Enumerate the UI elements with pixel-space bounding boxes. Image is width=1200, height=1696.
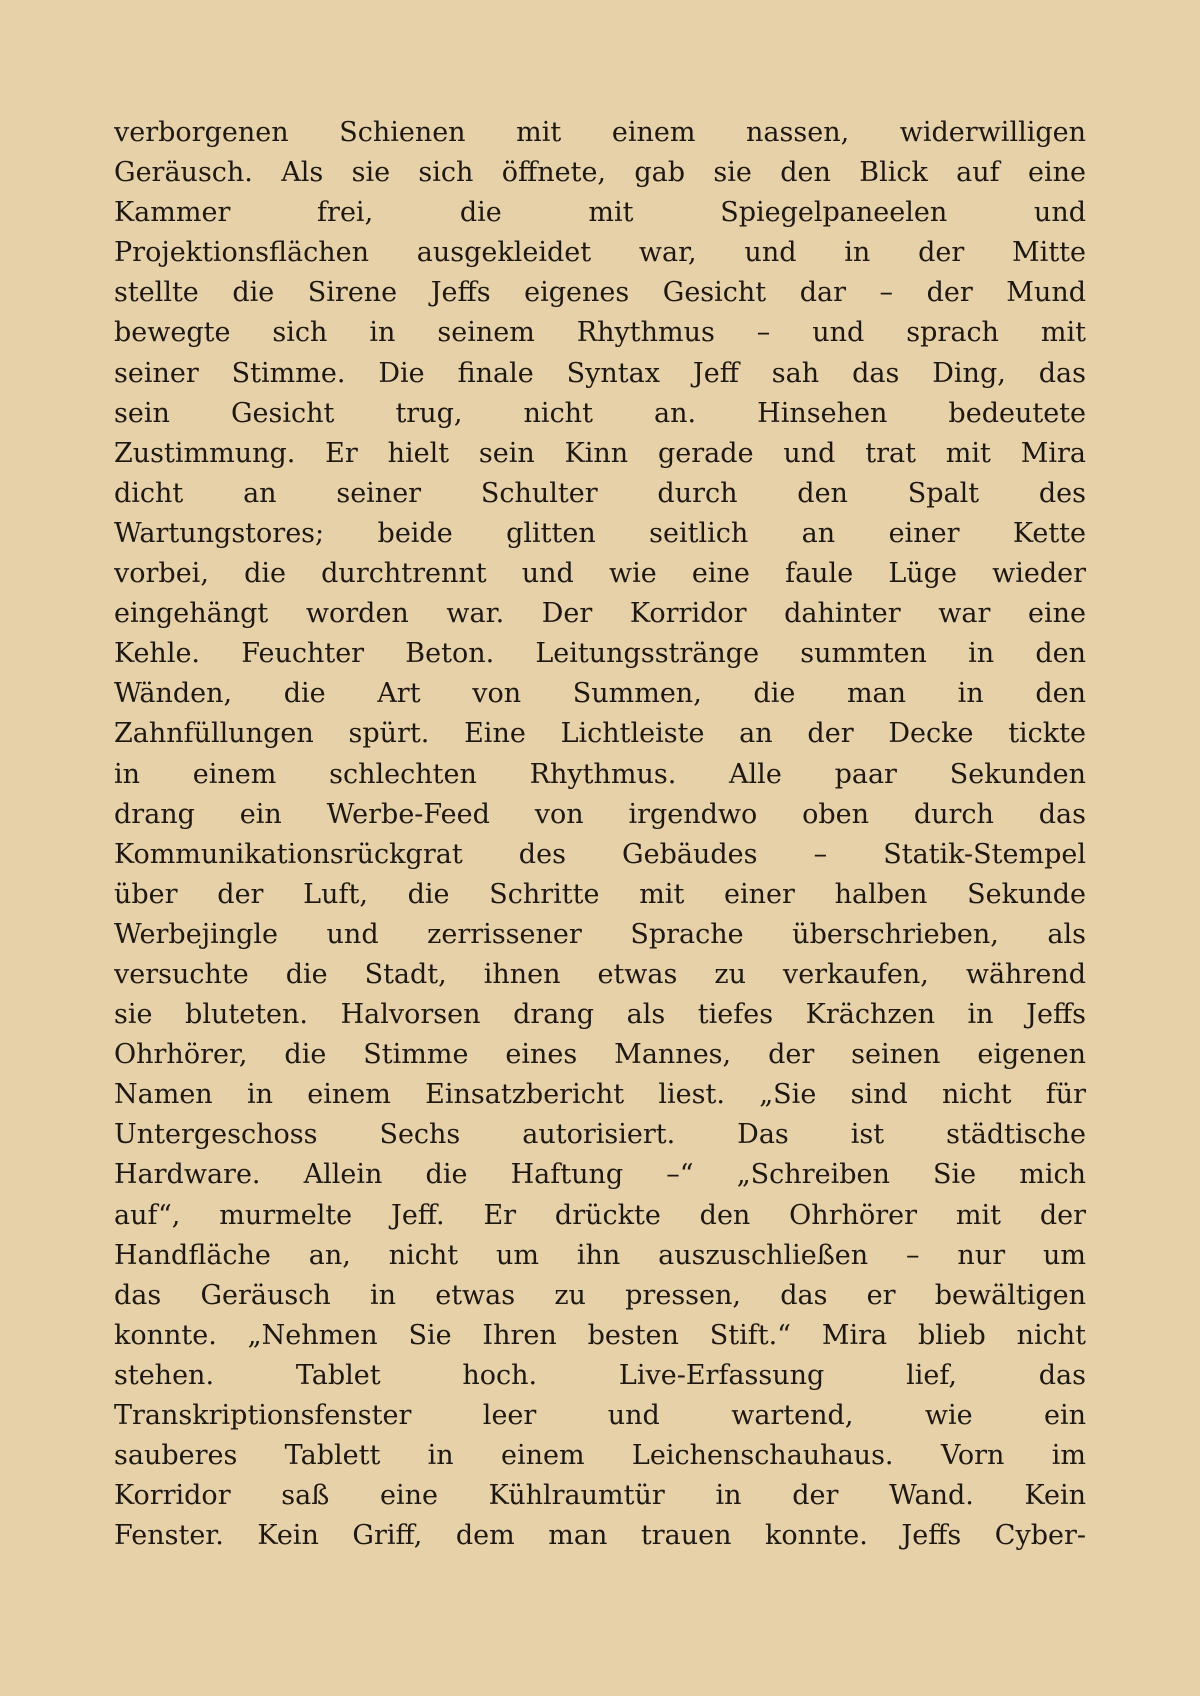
- text-line: sein Gesicht trug, nicht an. Hinsehen bedeutete: [114, 397, 1086, 429]
- text-line: Namen in einem Einsatzbericht liest. „Sie sind nicht für: [114, 1079, 1086, 1111]
- text-line: Korridor saß eine Kühlraumtür in der Wand. Kein: [114, 1480, 1086, 1512]
- text-line: Untergeschoss Sechs autorisiert. Das ist städtische: [114, 1119, 1086, 1151]
- text-line: dicht an seiner Schulter durch den Spalt des: [114, 477, 1086, 509]
- page-body: [114, 113, 1086, 1556]
- text-line: sie bluteten. Halvorsen drang als tiefes Krächzen in Jeffs: [114, 999, 1086, 1031]
- text-line: Werbejingle und zerrissener Sprache überschrieben, als: [114, 918, 1086, 950]
- text-line: Zustimmung. Er hielt sein Kinn gerade und trat mit Mira: [114, 437, 1086, 469]
- text-line: sauberes Tablett in einem Leichenschauhaus. Vorn im: [114, 1440, 1086, 1472]
- text-line: versuchte die Stadt, ihnen etwas zu verkaufen, während: [114, 958, 1086, 990]
- text-line: Kommunikationsrückgrat des Gebäudes – Statik-Stempel: [114, 838, 1086, 870]
- text-line: vorbei, die durchtrennt und wie eine faule Lüge wieder: [114, 558, 1086, 590]
- text-line: konnte. „Nehmen Sie Ihren besten Stift.“ Mira blieb nicht: [114, 1319, 1086, 1351]
- text-line: Kammer frei, die mit Spiegelpaneelen und: [114, 197, 1086, 229]
- text-line: das Geräusch in etwas zu pressen, das er bewältigen: [114, 1279, 1086, 1311]
- text-line: Zahnfüllungen spürt. Eine Lichtleiste an der Decke tickte: [114, 718, 1086, 750]
- text-line: stellte die Sirene Jeffs eigenes Gesicht dar – der Mund: [114, 277, 1086, 309]
- text-line: bewegte sich in seinem Rhythmus – und sprach mit: [114, 317, 1086, 349]
- text-line: verborgenen Schienen mit einem nassen, widerwilligen: [114, 117, 1086, 148]
- text-line: auf“, murmelte Jeff. Er drückte den Ohrhörer mit der: [114, 1199, 1086, 1231]
- text-line: Kehle. Feuchter Beton. Leitungsstränge summten in den: [114, 638, 1086, 670]
- text-line: Wartungstores; beide glitten seitlich an einer Kette: [114, 517, 1086, 549]
- text-line: drang ein Werbe-Feed von irgendwo oben durch das: [114, 798, 1086, 830]
- text-line: seiner Stimme. Die finale Syntax Jeff sah das Ding, das: [114, 357, 1086, 389]
- text-line: eingehängt worden war. Der Korridor dahinter war eine: [114, 598, 1086, 630]
- text-line: über der Luft, die Schritte mit einer halben Sekunde: [114, 878, 1086, 910]
- text-line: Hardware. Allein die Haftung –“ „Schreiben Sie mich: [114, 1159, 1086, 1191]
- text-line: stehen. Tablet hoch. Live-Erfassung lief, das: [114, 1359, 1086, 1391]
- text-line: Projektionsflächen ausgekleidet war, und in der Mitte: [114, 237, 1086, 269]
- text-line: Geräusch. Als sie sich öffnete, gab sie den Blick auf eine: [114, 157, 1086, 189]
- text-line: in einem schlechten Rhythmus. Alle paar Sekunden: [114, 758, 1086, 790]
- text-line: Fenster. Kein Griff, dem man trauen konnte. Jeffs Cyber-: [114, 1520, 1086, 1552]
- text-line: Ohrhörer, die Stimme eines Mannes, der seinen eigenen: [114, 1039, 1086, 1071]
- text-line: Transkriptionsfenster leer und wartend, wie ein: [114, 1400, 1086, 1431]
- text-line: Handfläche an, nicht um ihn auszuschließen – nur um: [114, 1239, 1086, 1271]
- text-line: Wänden, die Art von Summen, die man in den: [114, 678, 1086, 710]
